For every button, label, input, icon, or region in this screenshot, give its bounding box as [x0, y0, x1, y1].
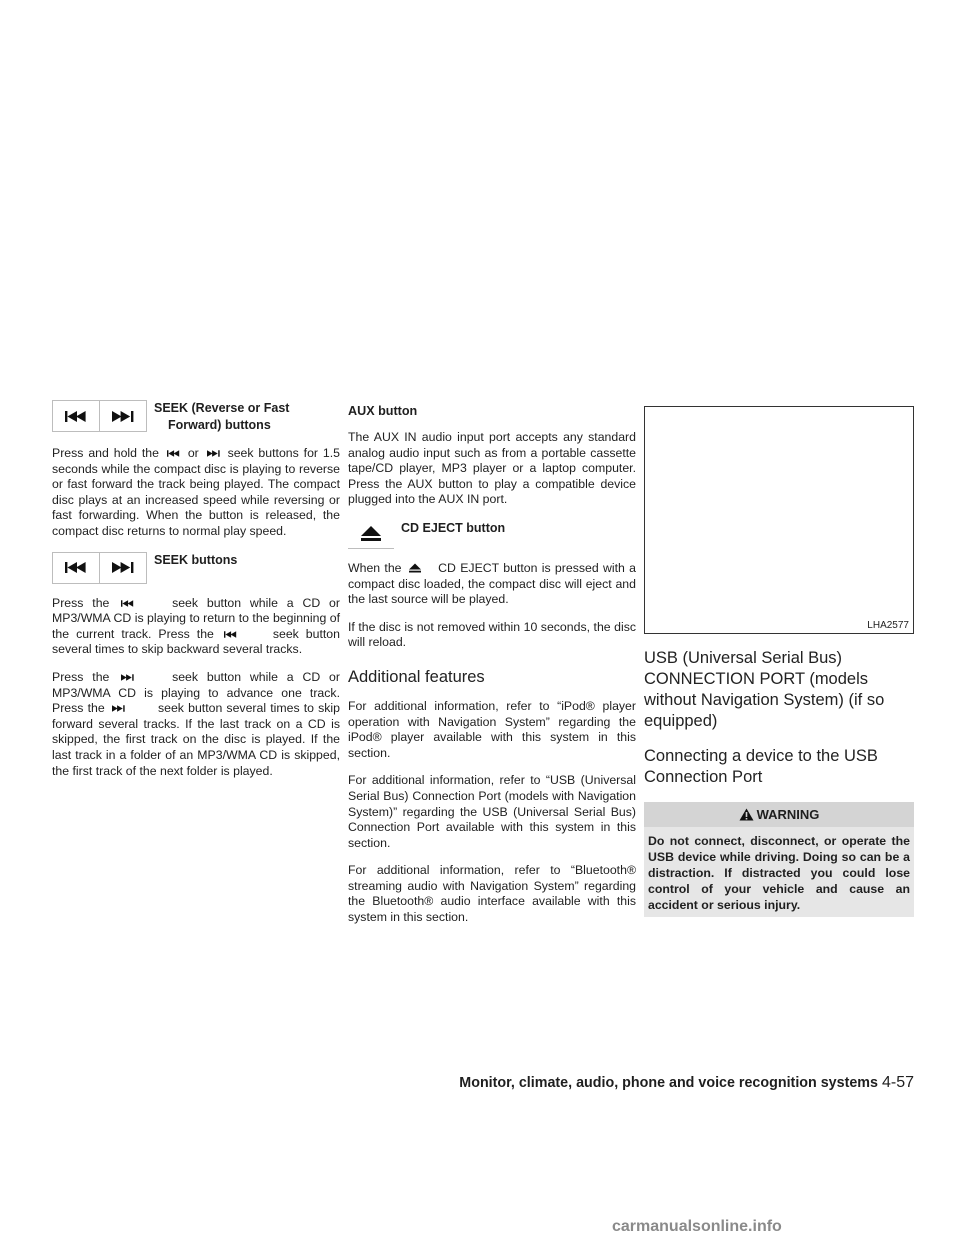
text: seek buttons for 1.5 seconds while the compact disc is playing to reverse or fast forward the track being played. The compact disc plays at an increased speed while reversing or fast forwarding. When the button is released, the compact disc returns to normal play speed. — [52, 446, 341, 538]
additional-paragraph-bluetooth: For additional information, refer to “Bluetooth® streaming audio with Navigation System” regarding the Bluetooth® audio interface available with this system in this section. — [348, 863, 636, 925]
figure-placeholder — [644, 406, 914, 634]
connect-device-title: Connecting a device to the USB Connection Port — [644, 747, 878, 786]
seek-reverse-icon — [167, 449, 180, 458]
page-number: 4-57 — [881, 1074, 914, 1091]
seek-forward-icon — [99, 553, 146, 583]
eject-title: CD EJECT button — [401, 520, 506, 535]
additional-features-title: Additional features — [348, 667, 485, 686]
text: seek button while a CD or MP3/WMA CD is playing to advance one track. Press the — [52, 669, 340, 716]
warning-triangle-icon — [739, 808, 754, 821]
text: seek button several times to skip backward several tracks. — [52, 626, 340, 657]
text: or — [187, 446, 199, 460]
seek-forward-icon — [99, 401, 146, 431]
warning-label: WARNING — [756, 807, 820, 822]
seek-rff-title-line2: Forward) buttons — [168, 418, 271, 432]
seek-forward-icon — [207, 449, 220, 458]
additional-paragraph-ipod: For additional information, refer to “iPod® player operation with Navigation System” regarding the iPod® player available with this system in this section. — [348, 698, 636, 760]
column-right — [644, 400, 914, 917]
column-middle — [348, 400, 636, 938]
seek-rff-title-line1: SEEK (Reverse or Fast — [154, 401, 290, 415]
usb-section-title: USB (Universal Serial Bus) CONNECTION PORT (models without Navigation System) (if so equipped) — [644, 649, 885, 730]
footer-section-title: Monitor, climate, audio, phone and voice recognition systems — [459, 1075, 878, 1091]
seek-reverse-icon — [53, 553, 99, 583]
seek-reverse-icon — [53, 401, 99, 431]
eject-icon — [348, 520, 394, 549]
seek-rff-paragraph — [52, 446, 340, 540]
seek-rff-title — [154, 400, 289, 434]
additional-paragraph-usb: For additional information, refer to “USB (Universal Serial Bus) Connection Port (models with Navigation System)” regarding the USB (Universal Serial Bus) Connection Port available with this system in this section. — [348, 773, 636, 850]
seek-forward-icon — [112, 704, 125, 713]
seek-button-pair — [52, 400, 147, 432]
watermark: carmanualsonline.info — [612, 1218, 782, 1235]
page-footer — [424, 1074, 914, 1092]
seek-reverse-icon — [121, 599, 134, 608]
text: seek button while a CD or MP3/WMA CD is playing to return to the beginning of the current track. Press the — [52, 595, 340, 641]
seek-reverse-paragraph — [52, 596, 340, 658]
eject-reload-paragraph: If the disc is not removed within 10 seconds, the disc will reload. — [348, 619, 636, 650]
warning-text: Do not connect, disconnect, or operate the USB device while driving. Doing so can be a distraction. If distracted you could lose control of your vehicle and cause an accident or serious injury. — [648, 834, 910, 912]
eject-icon — [409, 563, 421, 573]
figure-code: LHA2577 — [867, 620, 909, 631]
text: When the — [348, 560, 402, 575]
eject-paragraph — [348, 561, 636, 608]
warning-box — [644, 802, 914, 917]
seek-header — [52, 552, 340, 584]
seek-reverse-icon — [224, 630, 237, 639]
column-left — [52, 400, 340, 791]
seek-forward-paragraph — [52, 670, 340, 779]
warning-header — [644, 802, 914, 827]
text: CD EJECT button is pressed with a compact disc loaded, the compact disc will eject and the last source will be played. — [348, 560, 636, 607]
aux-paragraph: The AUX IN audio input port accepts any standard analog audio input such as from a portable cassette tape/CD player, MP3 player or a laptop computer. Press the AUX button to play a compatible device plugged into the AUX IN port. — [348, 430, 636, 507]
text: Press the — [52, 595, 110, 610]
seek-rff-header — [52, 400, 340, 434]
aux-title: AUX button — [348, 404, 418, 418]
text: Press the — [52, 669, 110, 684]
seek-title: SEEK buttons — [154, 552, 238, 567]
seek-forward-icon — [121, 673, 134, 682]
eject-header — [348, 520, 636, 549]
text: Press and hold the — [52, 446, 159, 460]
text: seek button several times to skip forward several tracks. If the last track on a CD is skipped, the first track on the disc is played. If the last track in a folder of an MP3/WMA CD is skipped, the first track of the next folder is played. — [52, 701, 341, 778]
seek-button-pair — [52, 552, 147, 584]
